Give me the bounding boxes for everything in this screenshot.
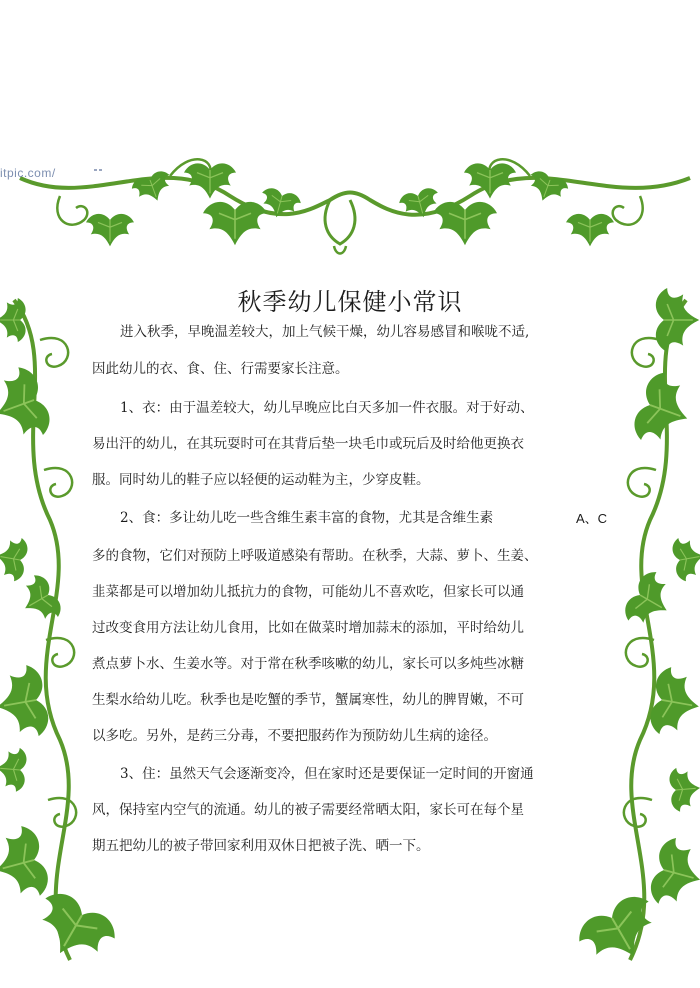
text-line: 风，保持室内空气的流通。幼儿的被子需要经常晒太阳，家长可在每个星 bbox=[92, 802, 524, 818]
text-line: 2、食：多让幼儿吃一些含维生素丰富的食物，尤其是含维生素 bbox=[120, 510, 494, 526]
text-line: 韭菜都是可以增加幼儿抵抗力的食物，可能幼儿不喜欢吃，但家长可以通 bbox=[92, 584, 524, 600]
text-line: 以多吃。另外，是药三分毒，不要把服药作为预防幼儿生病的途径。 bbox=[92, 728, 497, 744]
text-line: 易出汗的幼儿，在其玩耍时可在其背后垫一块毛巾或玩后及时给他更换衣 bbox=[92, 436, 524, 452]
text-line: 1、衣：由于温差较大，幼儿早晚应比白天多加一件衣服。对于好动、 bbox=[120, 400, 534, 416]
text-line: 生梨水给幼儿吃。秋季也是吃蟹的季节，蟹属寒性，幼儿的脾胃嫩，不可 bbox=[92, 692, 524, 708]
text-line: 服。同时幼儿的鞋子应以轻便的运动鞋为主，少穿皮鞋。 bbox=[92, 472, 430, 488]
text-line: 过改变食用方法让幼儿食用，比如在做菜时增加蒜末的添加，平时给幼儿 bbox=[92, 620, 524, 636]
page-title: 秋季幼儿保健小常识 bbox=[237, 288, 463, 316]
text-line: 因此幼儿的衣、食、住、行需要家长注意。 bbox=[92, 361, 349, 377]
text-line: 多的食物，它们对预防上呼吸道感染有帮助。在秋季，大蒜、萝卜、生姜、 bbox=[92, 548, 538, 564]
text-line: 期五把幼儿的被子带回家利用双休日把被子洗、晒一下。 bbox=[92, 838, 430, 854]
watermark-text: itpic.com/ bbox=[0, 166, 56, 180]
watermark-mark bbox=[94, 168, 104, 172]
text-line: 煮点萝卜水、生姜水等。对于常在秋季咳嗽的幼儿，家长可以多炖些冰糖 bbox=[92, 656, 524, 672]
text-line: 进入秋季，早晚温差较大，加上气候干燥，幼儿容易感冒和喉咙不适, bbox=[120, 324, 530, 340]
side-note: A、C bbox=[576, 511, 608, 526]
text-line: 3、住：虽然天气会逐渐变冷，但在家时还是要保证一定时间的开窗通 bbox=[120, 766, 534, 782]
